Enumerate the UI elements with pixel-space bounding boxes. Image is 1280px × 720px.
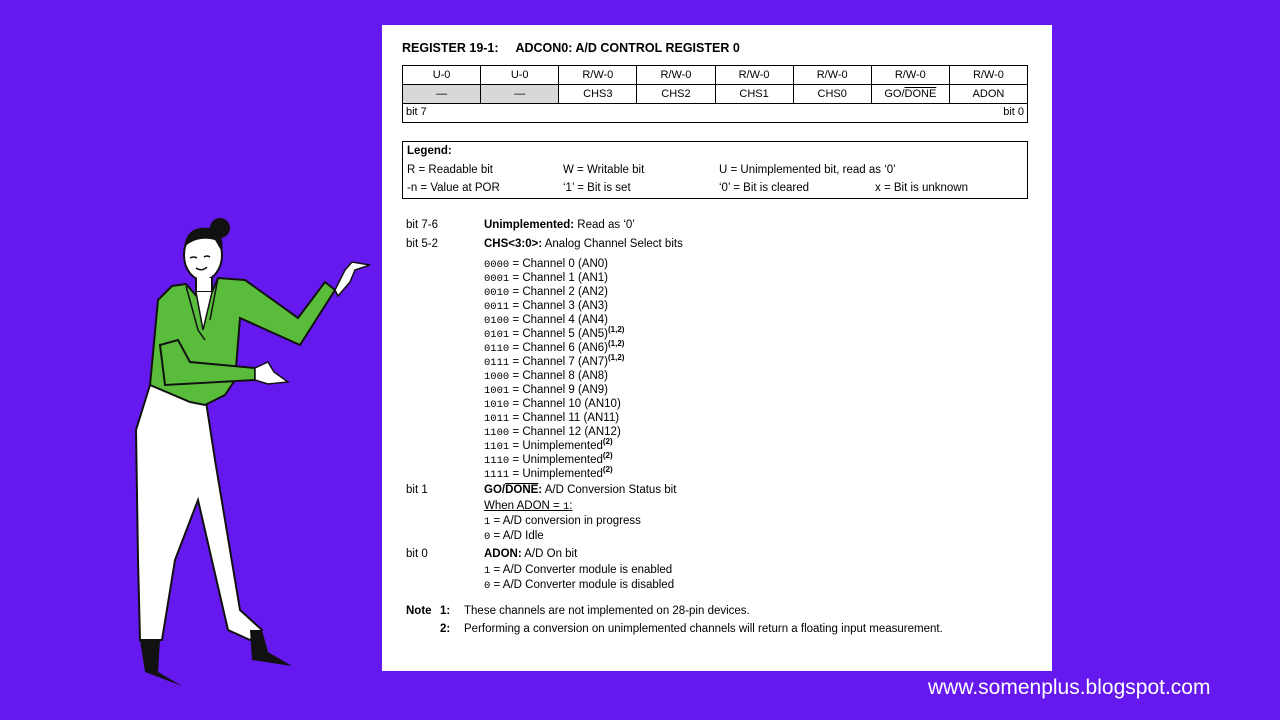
note1-text: These channels are not implemented on 28-pin devices. [464, 605, 750, 617]
channel-code: 0001 [484, 272, 510, 285]
access-cell: R/W-0 [559, 66, 637, 85]
bit-high-label: bit 7 [406, 106, 427, 118]
legend-readable: R = Readable bit [407, 164, 493, 176]
bit-name-cell: GO/DONE [871, 85, 949, 104]
register-title: REGISTER 19-1: ADCON0: A/D CONTROL REGISTER 0 [402, 41, 740, 55]
access-cell: R/W-0 [637, 66, 715, 85]
channel-code: 0110 [484, 342, 510, 355]
access-cell: R/W-0 [871, 66, 949, 85]
channel-code: 1100 [484, 426, 510, 439]
bit76-label: bit 7-6 [406, 219, 438, 231]
bit1-desc: GO/DONE: A/D Conversion Status bit [484, 484, 677, 496]
channel-text: Channel 8 (AN8) [522, 369, 608, 382]
bit-name-cell: — [403, 85, 481, 104]
bit-name-cell: CHS3 [559, 85, 637, 104]
channel-item: 1100 = Channel 12 (AN12) [484, 425, 621, 439]
bit1-zero: 0 = A/D Idle [484, 530, 544, 543]
bit-name-cell: CHS0 [793, 85, 871, 104]
channel-text: Channel 1 (AN1) [522, 271, 608, 284]
channel-text: Channel 0 (AN0) [522, 257, 608, 270]
bit76-desc: Unimplemented: Read as ‘0’ [484, 219, 635, 231]
channel-code: 0011 [484, 300, 510, 313]
bit0-one: 1 = A/D Converter module is enabled [484, 564, 673, 577]
channel-item: 1010 = Channel 10 (AN10) [484, 397, 621, 411]
bit1-when-adon: When ADON = 1: [484, 500, 573, 513]
channel-item: 0111 = Channel 7 $(AN7)^{(1,2)}$ [484, 353, 625, 369]
channel-note-ref: (2) [602, 451, 613, 460]
bit0-label: bit 0 [406, 548, 428, 560]
bit-order-row [403, 104, 1028, 123]
channel-item: 0011 = Channel 3 (AN3) [484, 299, 608, 313]
bit-name-cell: — [481, 85, 559, 104]
legend-unknown: x = Bit is unknown [875, 182, 969, 194]
bit1-one: 1 = A/D conversion in progress [484, 515, 641, 528]
channel-code: 1110 [484, 454, 510, 467]
channel-text: Channel 4 (AN4) [522, 313, 608, 326]
channel-note-ref: (1,2) [607, 353, 625, 362]
bit-name-cell: CHS2 [637, 85, 715, 104]
legend-por: -n = Value at POR [407, 182, 500, 194]
access-cell: R/W-0 [715, 66, 793, 85]
bit0-zero: 0 = A/D Converter module is disabled [484, 579, 675, 592]
channel-text: Channel 2 (AN2) [522, 285, 608, 298]
channel-code: 1111 [484, 468, 510, 481]
legend-set: ‘1’ = Bit is set [563, 182, 631, 194]
channel-item: 0100 = Channel 4 (AN4) [484, 313, 608, 327]
channel-code: 1000 [484, 370, 510, 383]
access-cell: U-0 [403, 66, 481, 85]
channel-code: 0000 [484, 258, 510, 271]
note1-number: 1: [440, 605, 451, 617]
note-label: Note [406, 605, 432, 617]
channel-code: 1001 [484, 384, 510, 397]
channel-item: 1110 = Unimplemented$^{(2)}$ [484, 451, 613, 467]
channel-code: 1011 [484, 412, 510, 425]
legend-box [402, 141, 1028, 199]
register-bit-table [402, 65, 1028, 123]
channel-code: 1010 [484, 398, 510, 411]
channel-code: 1101 [484, 440, 510, 453]
channel-text: Channel 11 (AN11) [522, 411, 620, 424]
channel-item: 1001 = Channel 9 (AN9) [484, 383, 608, 397]
legend-cleared: ‘0’ = Bit is cleared [719, 182, 810, 194]
legend-writable: W = Writable bit [563, 164, 645, 176]
site-watermark: www.somenplus.blogspot.com [928, 676, 1211, 699]
channel-item: 0010 = Channel 2 (AN2) [484, 285, 608, 299]
channel-text: Unimplemented [522, 467, 603, 480]
bit1-label: bit 1 [406, 484, 428, 496]
channel-text: Channel 10 (AN10) [522, 397, 621, 410]
channel-item: 0110 = Channel 6 $(AN6)^{(1,2)}$ [484, 339, 625, 355]
channel-note-ref: (1,2) [607, 339, 625, 348]
channel-item: 0000 = Channel 0 (AN0) [484, 257, 608, 271]
access-cell: U-0 [481, 66, 559, 85]
legend-unimplemented: U = Unimplemented bit, read as ‘0’ [719, 164, 896, 176]
channel-text: Unimplemented [522, 439, 603, 452]
channel-note-ref: (2) [602, 437, 613, 446]
channel-code: 0101 [484, 328, 510, 341]
channel-text: Channel 3 (AN3) [522, 299, 608, 312]
bit-name-cell: CHS1 [715, 85, 793, 104]
channel-text: Channel 5 (AN5) [522, 327, 608, 340]
channel-text: Channel 6 (AN6) [522, 341, 608, 354]
channel-item: 1011 = Channel 11 (AN11) [484, 411, 620, 425]
channel-item: 1000 = Channel 8 (AN8) [484, 369, 608, 383]
channel-code: 0100 [484, 314, 510, 327]
legend-title: Legend: [407, 145, 452, 157]
bit52-desc: CHS<3:0>: Analog Channel Select bits [484, 238, 683, 250]
channel-text: Channel 9 (AN9) [522, 383, 608, 396]
channel-item: 1101 = Unimplemented$^{(2)}$ [484, 437, 613, 453]
channel-text: Unimplemented [522, 453, 603, 466]
channel-item: 0101 = Channel 5 $(AN5)^{(1,2)}$ [484, 325, 625, 341]
datasheet-page [382, 25, 1052, 671]
channel-note-ref: (1,2) [607, 325, 625, 334]
bit0-desc: ADON: A/D On bit [484, 548, 578, 560]
bit-name-row [403, 85, 1028, 104]
channel-code: 0010 [484, 286, 510, 299]
channel-item: 1111 = Unimplemented$^{(2)}$ [484, 465, 613, 481]
access-cell: R/W-0 [793, 66, 871, 85]
bit-low-label: bit 0 [1003, 106, 1024, 118]
access-row [403, 66, 1028, 85]
channel-code: 0111 [484, 356, 510, 369]
presenter-illustration [120, 210, 390, 690]
channel-note-ref: (2) [602, 465, 613, 474]
note2-number: 2: [440, 623, 451, 635]
note2-text: Performing a conversion on unimplemented channels will return a floating input measurement. [464, 623, 943, 635]
access-cell: R/W-0 [949, 66, 1027, 85]
bit-name-cell: ADON [949, 85, 1027, 104]
bit52-label: bit 5-2 [406, 238, 438, 250]
channel-text: Channel 7 (AN7) [522, 355, 608, 368]
channel-item: 0001 = Channel 1 (AN1) [484, 271, 608, 285]
channel-text: Channel 12 (AN12) [522, 425, 621, 438]
